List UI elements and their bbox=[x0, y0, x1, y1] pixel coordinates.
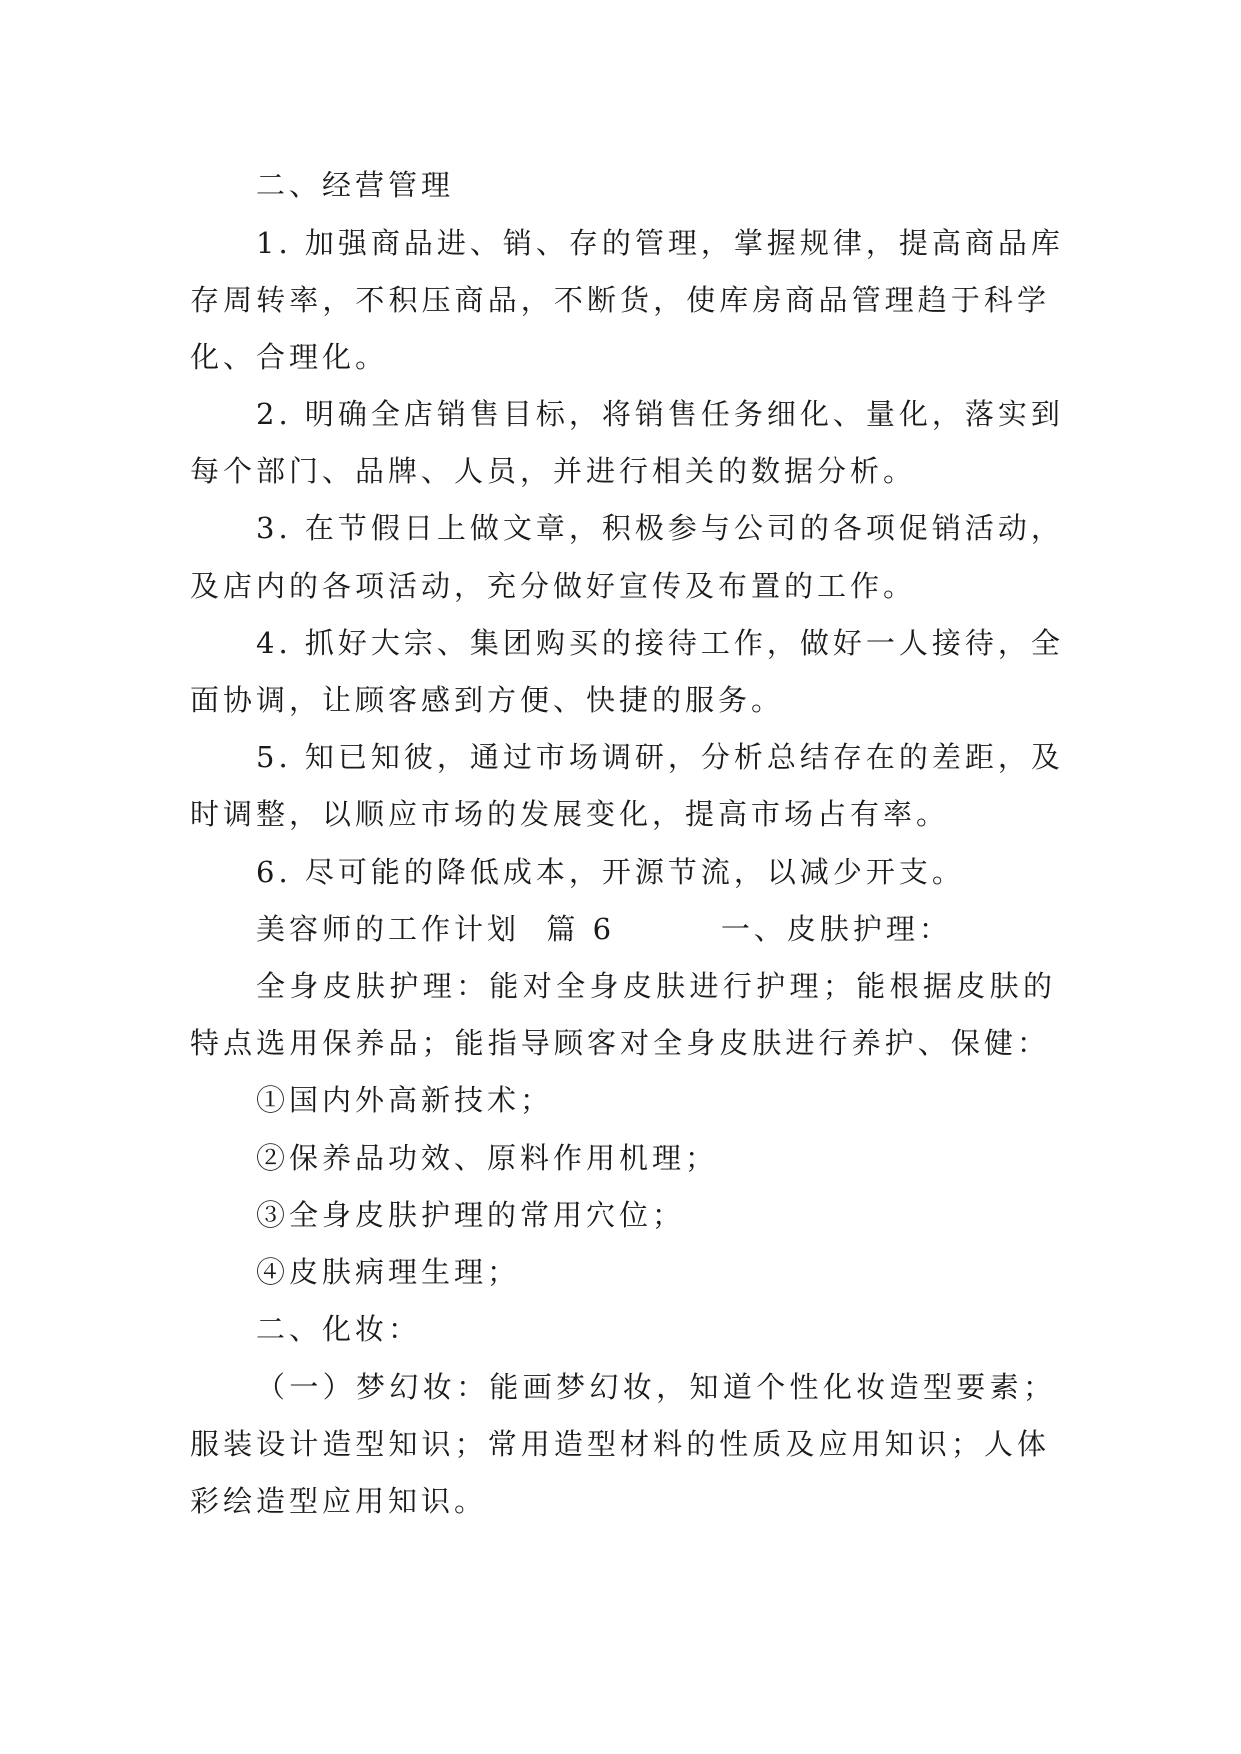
paragraph-line: 3. 在节假日上做文章，积极参与公司的各项促销活动， bbox=[256, 511, 1064, 545]
paragraph-line: 4. 抓好大宗、集团购买的接待工作，做好一人接待，全 bbox=[256, 626, 1064, 660]
paragraph-line: 全身皮肤护理：能对全身皮肤进行护理；能根据皮肤的 bbox=[256, 969, 1056, 1003]
list-item: ②保养品功效、原料作用机理； bbox=[256, 1141, 719, 1175]
paragraph-line: 特点选用保养品；能指导顾客对全身皮肤进行养护、保健： bbox=[190, 1026, 1050, 1060]
list-item: ④皮肤病理生理； bbox=[256, 1255, 521, 1289]
paragraph-line: 化、合理化。 bbox=[190, 340, 389, 374]
paragraph-line: 6. 尽可能的降低成本，开源节流，以减少开支。 bbox=[256, 855, 965, 889]
paragraph-line: 面协调，让顾客感到方便、快捷的服务。 bbox=[190, 683, 785, 717]
list-item: ③全身皮肤护理的常用穴位； bbox=[256, 1198, 686, 1232]
paragraph-line: 彩绘造型应用知识。 bbox=[190, 1484, 488, 1518]
paragraph-line: 时调整，以顺应市场的发展变化，提高市场占有率。 bbox=[190, 797, 950, 831]
section-heading-business-management: 二、经营管理 bbox=[256, 168, 455, 202]
paragraph-line: 每个部门、品牌、人员，并进行相关的数据分析。 bbox=[190, 454, 917, 488]
paragraph-line: 服装设计造型知识；常用造型材料的性质及应用知识；人体 bbox=[190, 1427, 1050, 1461]
list-item: ①国内外高新技术； bbox=[256, 1083, 554, 1117]
section-heading-beautician-plan: 美容师的工作计划 篇 6 一、皮肤护理： bbox=[256, 912, 952, 946]
paragraph-line: 及店内的各项活动，充分做好宣传及布置的工作。 bbox=[190, 569, 917, 603]
paragraph-line: 5. 知已知彼，通过市场调研，分析总结存在的差距，及 bbox=[256, 740, 1064, 774]
paragraph-line: 2. 明确全店销售目标，将销售任务细化、量化，落实到 bbox=[256, 397, 1064, 431]
paragraph-line: 1. 加强商品进、销、存的管理，掌握规律，提高商品库 bbox=[256, 226, 1064, 260]
paragraph-line: （一）梦幻妆：能画梦幻妆，知道个性化妆造型要素； bbox=[256, 1370, 1056, 1404]
section-heading-makeup: 二、化妆： bbox=[256, 1312, 422, 1346]
paragraph-line: 存周转率，不积压商品，不断货，使库房商品管理趋于科学 bbox=[190, 283, 1050, 317]
